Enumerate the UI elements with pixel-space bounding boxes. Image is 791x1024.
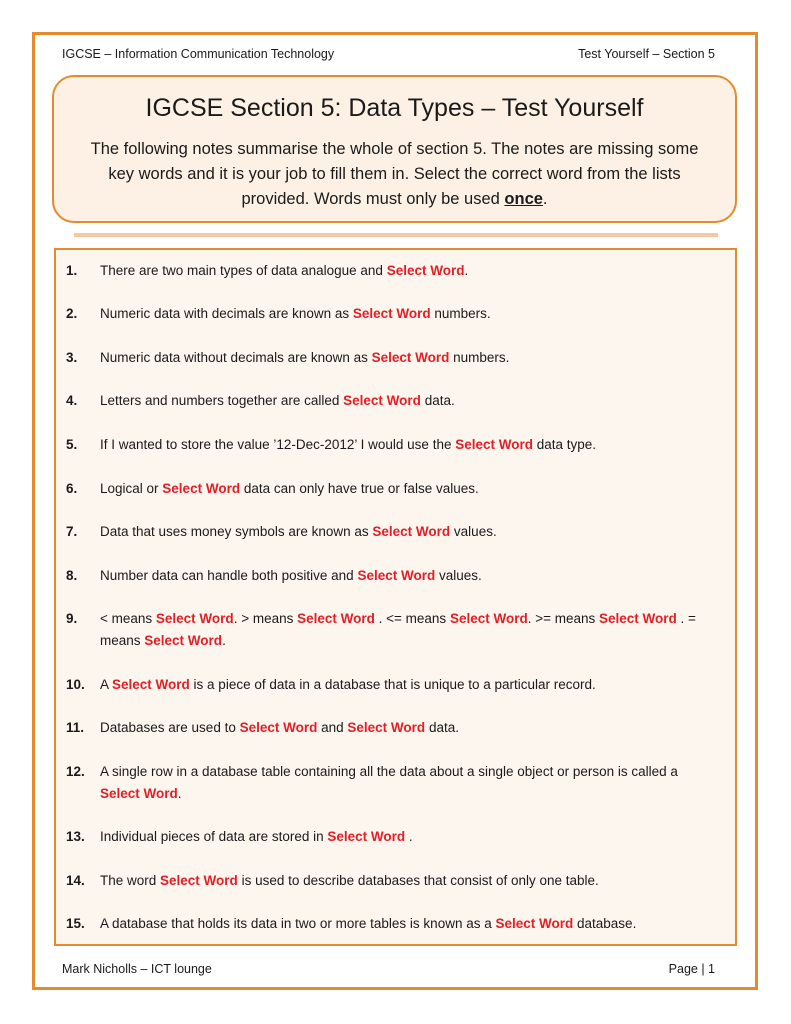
question-text	[100, 717, 700, 739]
select-word-dropdown[interactable]: Select Word	[239, 720, 318, 735]
question-number: 3.	[66, 350, 78, 365]
select-word-dropdown[interactable]: Select Word	[347, 720, 426, 735]
select-word-dropdown[interactable]: Select Word	[100, 786, 178, 801]
select-word-dropdown[interactable]: Select Word	[155, 611, 234, 626]
intro-emphasis: once	[504, 190, 543, 208]
question-number: 2.	[66, 306, 78, 321]
footer-left: Mark Nicholls – ICT lounge	[62, 962, 212, 976]
question-text-segment: . = means	[100, 611, 696, 648]
question-number: 11.	[66, 720, 85, 735]
question-text-segment: .	[464, 263, 469, 278]
question-text-segment: The word	[100, 873, 161, 888]
question-text-segment: values.	[435, 568, 482, 583]
question-text	[100, 674, 700, 696]
question-number: 14.	[66, 873, 85, 888]
question-text	[100, 434, 700, 456]
select-word-dropdown[interactable]: Select Word	[357, 568, 436, 583]
question-text	[100, 608, 700, 652]
page-title: IGCSE Section 5: Data Types – Test Yourself	[145, 94, 644, 122]
intro-text-main: The following notes summarise the whole of section 5. The notes are missing some key words and it is your job to fill them in. Select the correct word from the lists provided. Words must only be used	[90, 140, 699, 208]
question-text-segment: Individual pieces of data are stored in	[100, 829, 328, 844]
question-text-segment: Data that uses money symbols are known as	[100, 524, 373, 539]
question-text	[100, 761, 700, 805]
question-text-segment: . >= means	[527, 611, 600, 626]
question-text-segment: Numeric data without decimals are known as	[100, 350, 372, 365]
question-number: 13.	[66, 829, 85, 844]
title-box	[52, 75, 737, 223]
question-text-segment: A	[100, 677, 113, 692]
question-text-segment: If I wanted to store the value ’12-Dec-2012’ I would use the	[100, 437, 456, 452]
select-word-dropdown[interactable]: Select Word	[160, 873, 238, 888]
question-number: 7.	[66, 524, 78, 539]
question-text-segment: Numeric data with decimals are known as	[100, 306, 353, 321]
question-text-segment: < means	[100, 611, 156, 626]
header-right: Test Yourself – Section 5	[578, 47, 715, 61]
question-text-segment: database.	[573, 916, 637, 931]
select-word-dropdown[interactable]: Select Word	[372, 524, 451, 539]
question-text-segment: data can only have true or false values.	[240, 481, 479, 496]
header-left: IGCSE – Information Communication Technology	[62, 47, 335, 61]
question-number: 5.	[66, 437, 78, 452]
question-text-segment: .	[405, 829, 413, 844]
select-word-dropdown[interactable]: Select Word	[455, 437, 533, 452]
question-text-segment: A database that holds its data in two or more tables is known as a	[100, 916, 496, 931]
question-text	[100, 870, 700, 892]
question-number: 9.	[66, 611, 78, 626]
question-number: 8.	[66, 568, 78, 583]
question-number: 1.	[66, 263, 78, 278]
question-text-segment: . > means	[233, 611, 298, 626]
question-text-segment: Logical or	[100, 481, 163, 496]
select-word-dropdown[interactable]: Select Word	[297, 611, 375, 626]
question-text	[100, 913, 700, 935]
question-text	[100, 826, 700, 848]
question-text-segment: .	[177, 786, 182, 801]
question-number: 6.	[66, 481, 78, 496]
select-word-dropdown[interactable]: Select Word	[371, 350, 450, 365]
question-text	[100, 565, 700, 587]
question-text	[100, 260, 700, 282]
question-text-segment: Letters and numbers together are called	[100, 393, 344, 408]
questions-box	[54, 248, 737, 946]
question-text-segment: data type.	[533, 437, 597, 452]
question-text-segment: numbers.	[430, 306, 491, 321]
question-text-segment: numbers.	[449, 350, 510, 365]
question-text-segment: Number data can handle both positive and	[100, 568, 358, 583]
intro-text	[85, 137, 705, 212]
question-text-segment: Databases are used to	[100, 720, 240, 735]
select-word-dropdown[interactable]: Select Word	[343, 393, 421, 408]
question-text-segment: A single row in a database table containing all the data about a single object or person is called a	[100, 764, 678, 779]
question-text	[100, 521, 700, 543]
question-number: 12.	[66, 764, 85, 779]
divider	[74, 233, 718, 237]
select-word-dropdown[interactable]: Select Word	[386, 263, 465, 278]
question-text-segment: . <= means	[374, 611, 450, 626]
select-word-dropdown[interactable]: Select Word	[599, 611, 677, 626]
question-text-segment: There are two main types of data analogue and	[100, 263, 387, 278]
question-text-segment: data.	[425, 720, 459, 735]
question-number: 10.	[66, 677, 85, 692]
select-word-dropdown[interactable]: Select Word	[495, 916, 574, 931]
select-word-dropdown[interactable]: Select Word	[449, 611, 528, 626]
question-text-segment: data.	[420, 393, 455, 408]
question-text-segment: is a piece of data in a database that is unique to a particular record.	[189, 677, 596, 692]
question-text-segment: is used to describe databases that consist of only one table.	[237, 873, 599, 888]
question-number: 15.	[66, 916, 85, 931]
question-text-segment: and	[317, 720, 348, 735]
question-text	[100, 347, 700, 369]
question-text-segment: values.	[450, 524, 497, 539]
intro-text-end: .	[542, 190, 548, 208]
question-text-segment: .	[222, 633, 226, 648]
question-number: 4.	[66, 393, 78, 408]
select-word-dropdown[interactable]: Select Word	[144, 633, 223, 648]
select-word-dropdown[interactable]: Select Word	[112, 677, 190, 692]
question-text	[100, 303, 700, 325]
footer-right: Page | 1	[668, 962, 715, 976]
question-text	[100, 478, 700, 500]
select-word-dropdown[interactable]: Select Word	[162, 481, 241, 496]
select-word-dropdown[interactable]: Select Word	[327, 829, 406, 844]
select-word-dropdown[interactable]: Select Word	[352, 306, 431, 321]
question-text	[100, 390, 700, 412]
